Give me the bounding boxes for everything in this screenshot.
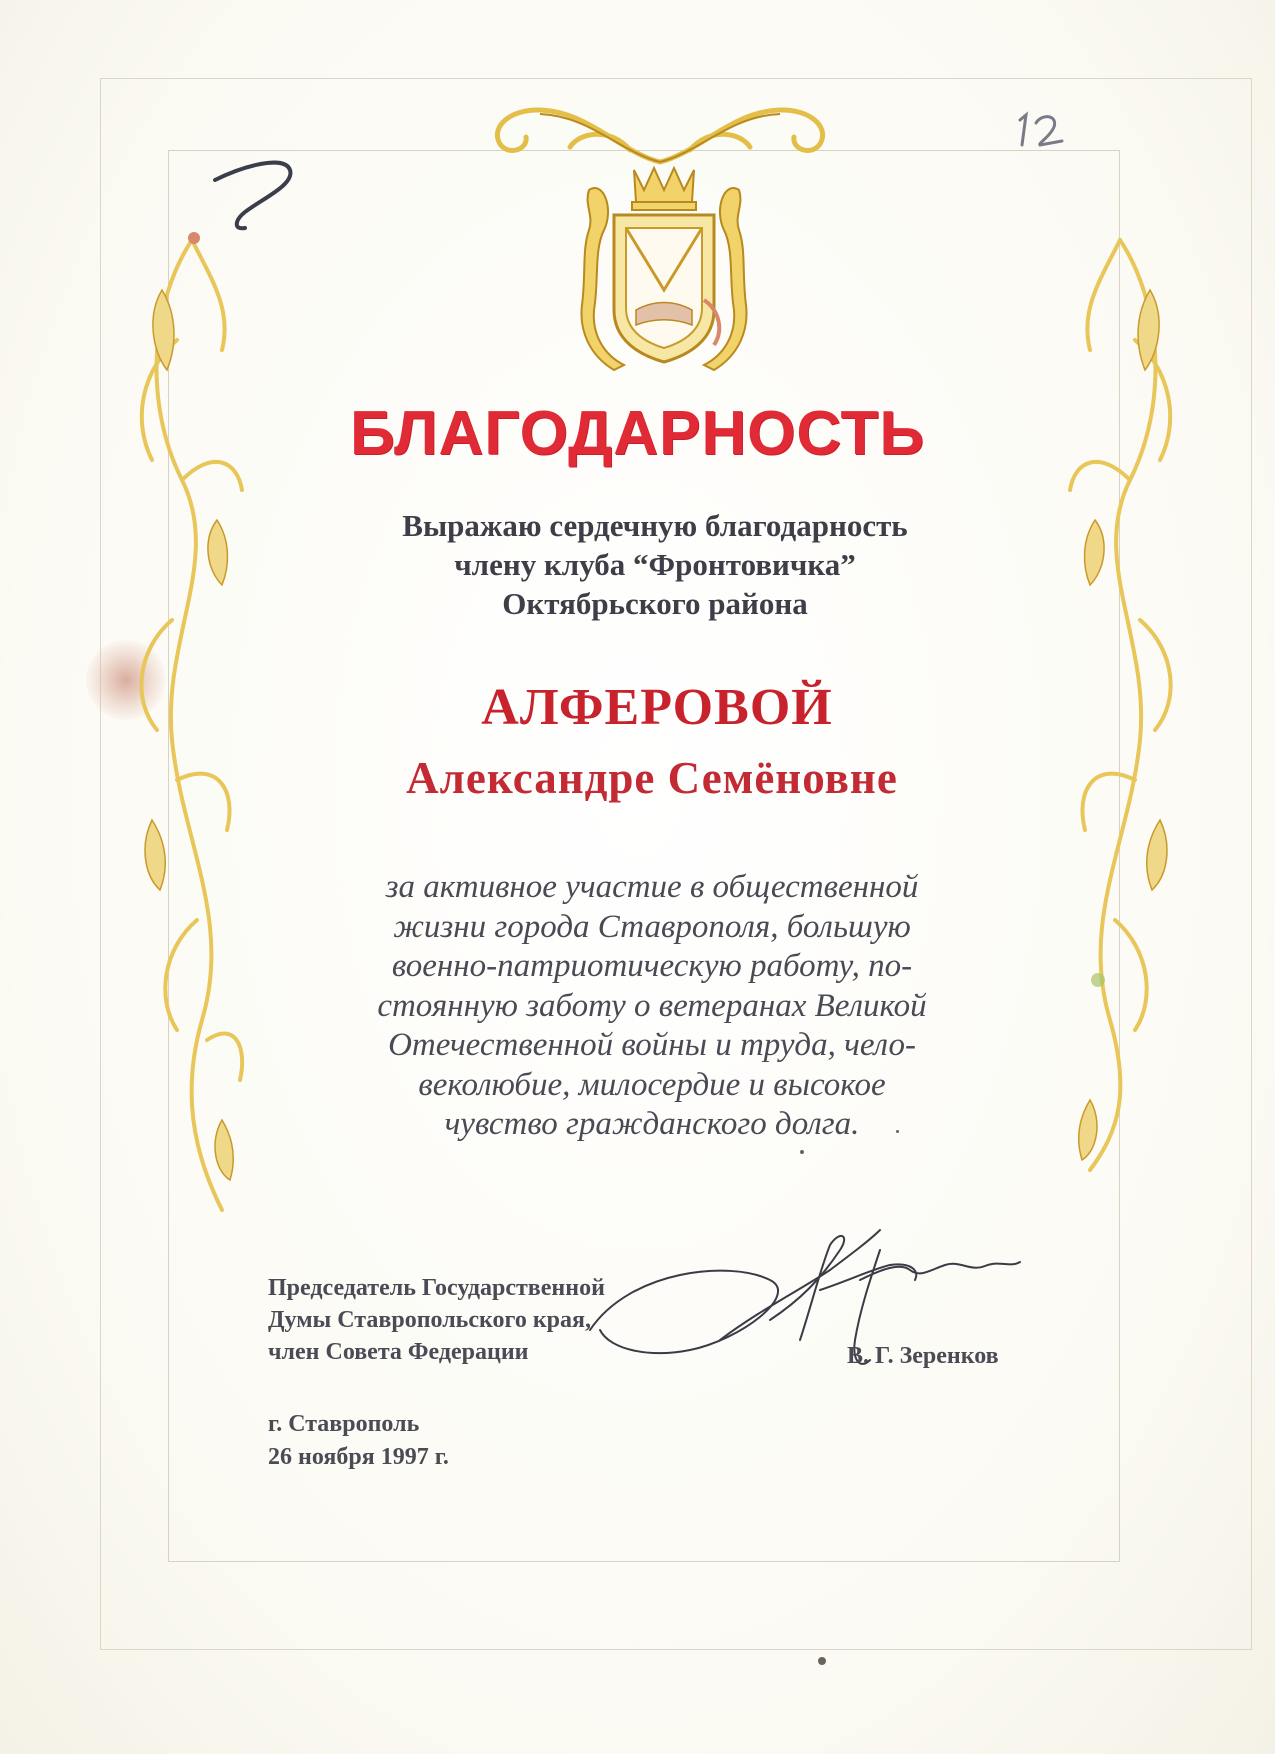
reason-line: военно-патриотическую работу, по- <box>391 948 913 984</box>
reason-line: веколюбие, милосердие и высокое <box>418 1066 886 1103</box>
handwritten-signature <box>570 1210 1070 1400</box>
intro-line: Октябрьского района <box>502 586 808 621</box>
position-line: Думы Ставропольского края, <box>268 1307 591 1333</box>
reason-line: за активное участие в общественной <box>385 869 919 905</box>
date: 26 ноября 1997 г. <box>268 1444 449 1470</box>
place-and-date <box>268 1408 449 1474</box>
position-line: Председатель Государственной <box>268 1275 605 1301</box>
intro-text <box>0 506 1275 623</box>
reason-text <box>0 868 1275 1145</box>
handwritten-number-12 <box>1010 105 1080 155</box>
reason-line: стоянную заботу о ветеранах Великой <box>377 987 927 1024</box>
coat-of-arms-emblem <box>574 160 754 375</box>
intro-line: члену клуба “Фронтовичка” <box>454 547 856 582</box>
reason-line: жизни города Ставрополя, большую <box>393 908 911 945</box>
place: г. Ставрополь <box>268 1411 420 1437</box>
intro-line: Выражаю сердечную благодарность <box>402 508 908 543</box>
signatory-position <box>268 1272 605 1368</box>
ink-speck <box>800 1150 804 1154</box>
ink-speck <box>818 1657 826 1665</box>
handwritten-number-2 <box>205 140 315 240</box>
position-line: член Совета Федерации <box>268 1339 529 1365</box>
recipient-given-names: Александре Семёновне <box>406 753 898 803</box>
reason-line: чувство гражданского долга. <box>444 1106 860 1142</box>
ink-speck <box>896 1130 899 1133</box>
signatory-name: В. Г. Зеренков <box>847 1343 999 1369</box>
recipient-surname: АЛФЕРОВОЙ <box>481 679 833 736</box>
reason-line: Отечественной войны и труда, чело- <box>388 1027 916 1063</box>
certificate-title: БЛАГОДАРНОСТЬ <box>350 399 925 468</box>
